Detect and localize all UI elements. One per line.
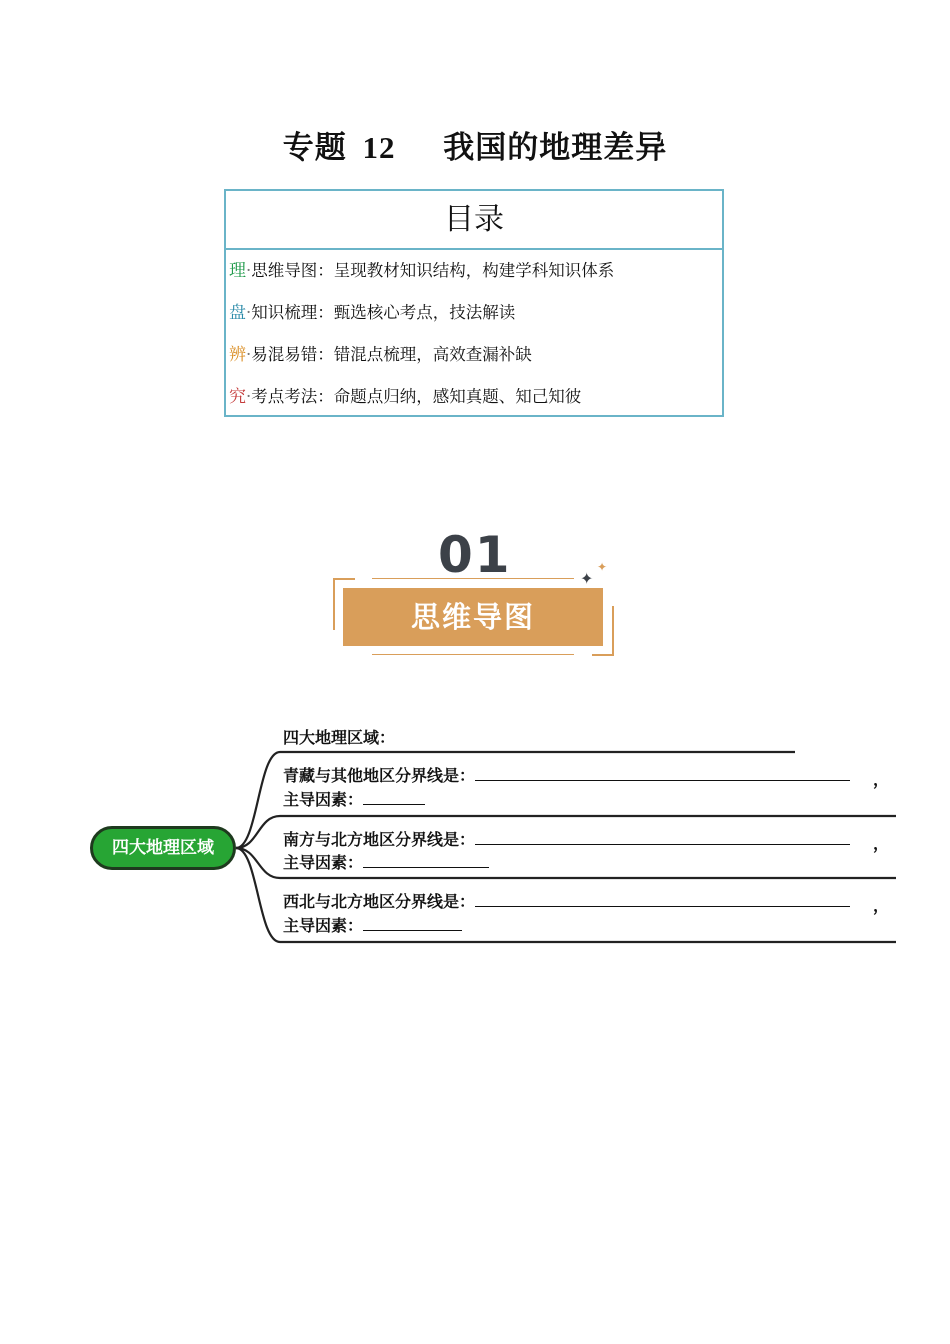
branch-4-line1: 西北与北方地区分界线是： bbox=[283, 891, 850, 913]
sparkle-icon: ✦ bbox=[580, 569, 594, 588]
section-number: 01 bbox=[438, 526, 512, 584]
branch-3-line2: 主导因素： bbox=[283, 852, 489, 874]
toc-desc: 错混点梳理，高效查漏补缺 bbox=[333, 345, 532, 364]
toc-row: 盘·知识梳理：甄选核心考点，技法解读 bbox=[229, 303, 516, 323]
toc-label: 知识梳理 bbox=[251, 303, 318, 322]
answer-blank[interactable] bbox=[363, 916, 462, 931]
branch-2-line2: 主导因素： bbox=[283, 789, 425, 811]
comma: ， bbox=[873, 834, 890, 853]
toc-label: 思维导图 bbox=[251, 261, 318, 280]
section-label: 思维导图 bbox=[343, 588, 603, 646]
answer-blank[interactable] bbox=[475, 892, 850, 907]
title-number: 12 bbox=[362, 130, 396, 165]
toc-mark: 理 bbox=[229, 261, 246, 281]
mindmap-root: 四大地理区域 bbox=[90, 826, 236, 870]
answer-blank[interactable] bbox=[363, 853, 489, 868]
toc-mark: 辨 bbox=[229, 345, 246, 365]
branch-2-line1: 青藏与其他地区分界线是： bbox=[283, 765, 850, 787]
branch-1-text: 四大地理区域： bbox=[283, 728, 396, 747]
answer-blank[interactable] bbox=[475, 830, 850, 845]
comma: ， bbox=[873, 770, 890, 789]
sparkle-small-icon: ✦ bbox=[597, 560, 608, 574]
answer-blank[interactable] bbox=[363, 790, 425, 805]
title-main: 我国的地理差异 bbox=[443, 130, 668, 166]
toc-row: 辨·易混易错：错混点梳理，高效查漏补缺 bbox=[229, 345, 532, 365]
toc-row: 理·思维导图：呈现教材知识结构，构建学科知识体系 bbox=[229, 261, 615, 281]
toc-label: 易混易错 bbox=[251, 345, 318, 364]
toc-heading: 目录 bbox=[226, 191, 722, 250]
toc-mark: 盘 bbox=[229, 303, 246, 323]
toc-desc: 命题点归纳，感知真题、知己知彼 bbox=[333, 387, 582, 406]
branch-4-line2: 主导因素： bbox=[283, 915, 462, 937]
answer-blank[interactable] bbox=[475, 766, 850, 781]
comma: ， bbox=[873, 896, 890, 915]
toc-desc: 甄选核心考点，技法解读 bbox=[333, 303, 516, 322]
toc-label: 考点考法 bbox=[251, 387, 318, 406]
toc-mark: 究 bbox=[229, 387, 246, 407]
toc-row: 究·考点考法：命题点归纳，感知真题、知己知彼 bbox=[229, 387, 582, 407]
title-prefix: 专题 bbox=[282, 130, 347, 166]
branch-3-line1: 南方与北方地区分界线是： bbox=[283, 829, 850, 851]
toc-desc: 呈现教材知识结构，构建学科知识体系 bbox=[333, 261, 615, 280]
